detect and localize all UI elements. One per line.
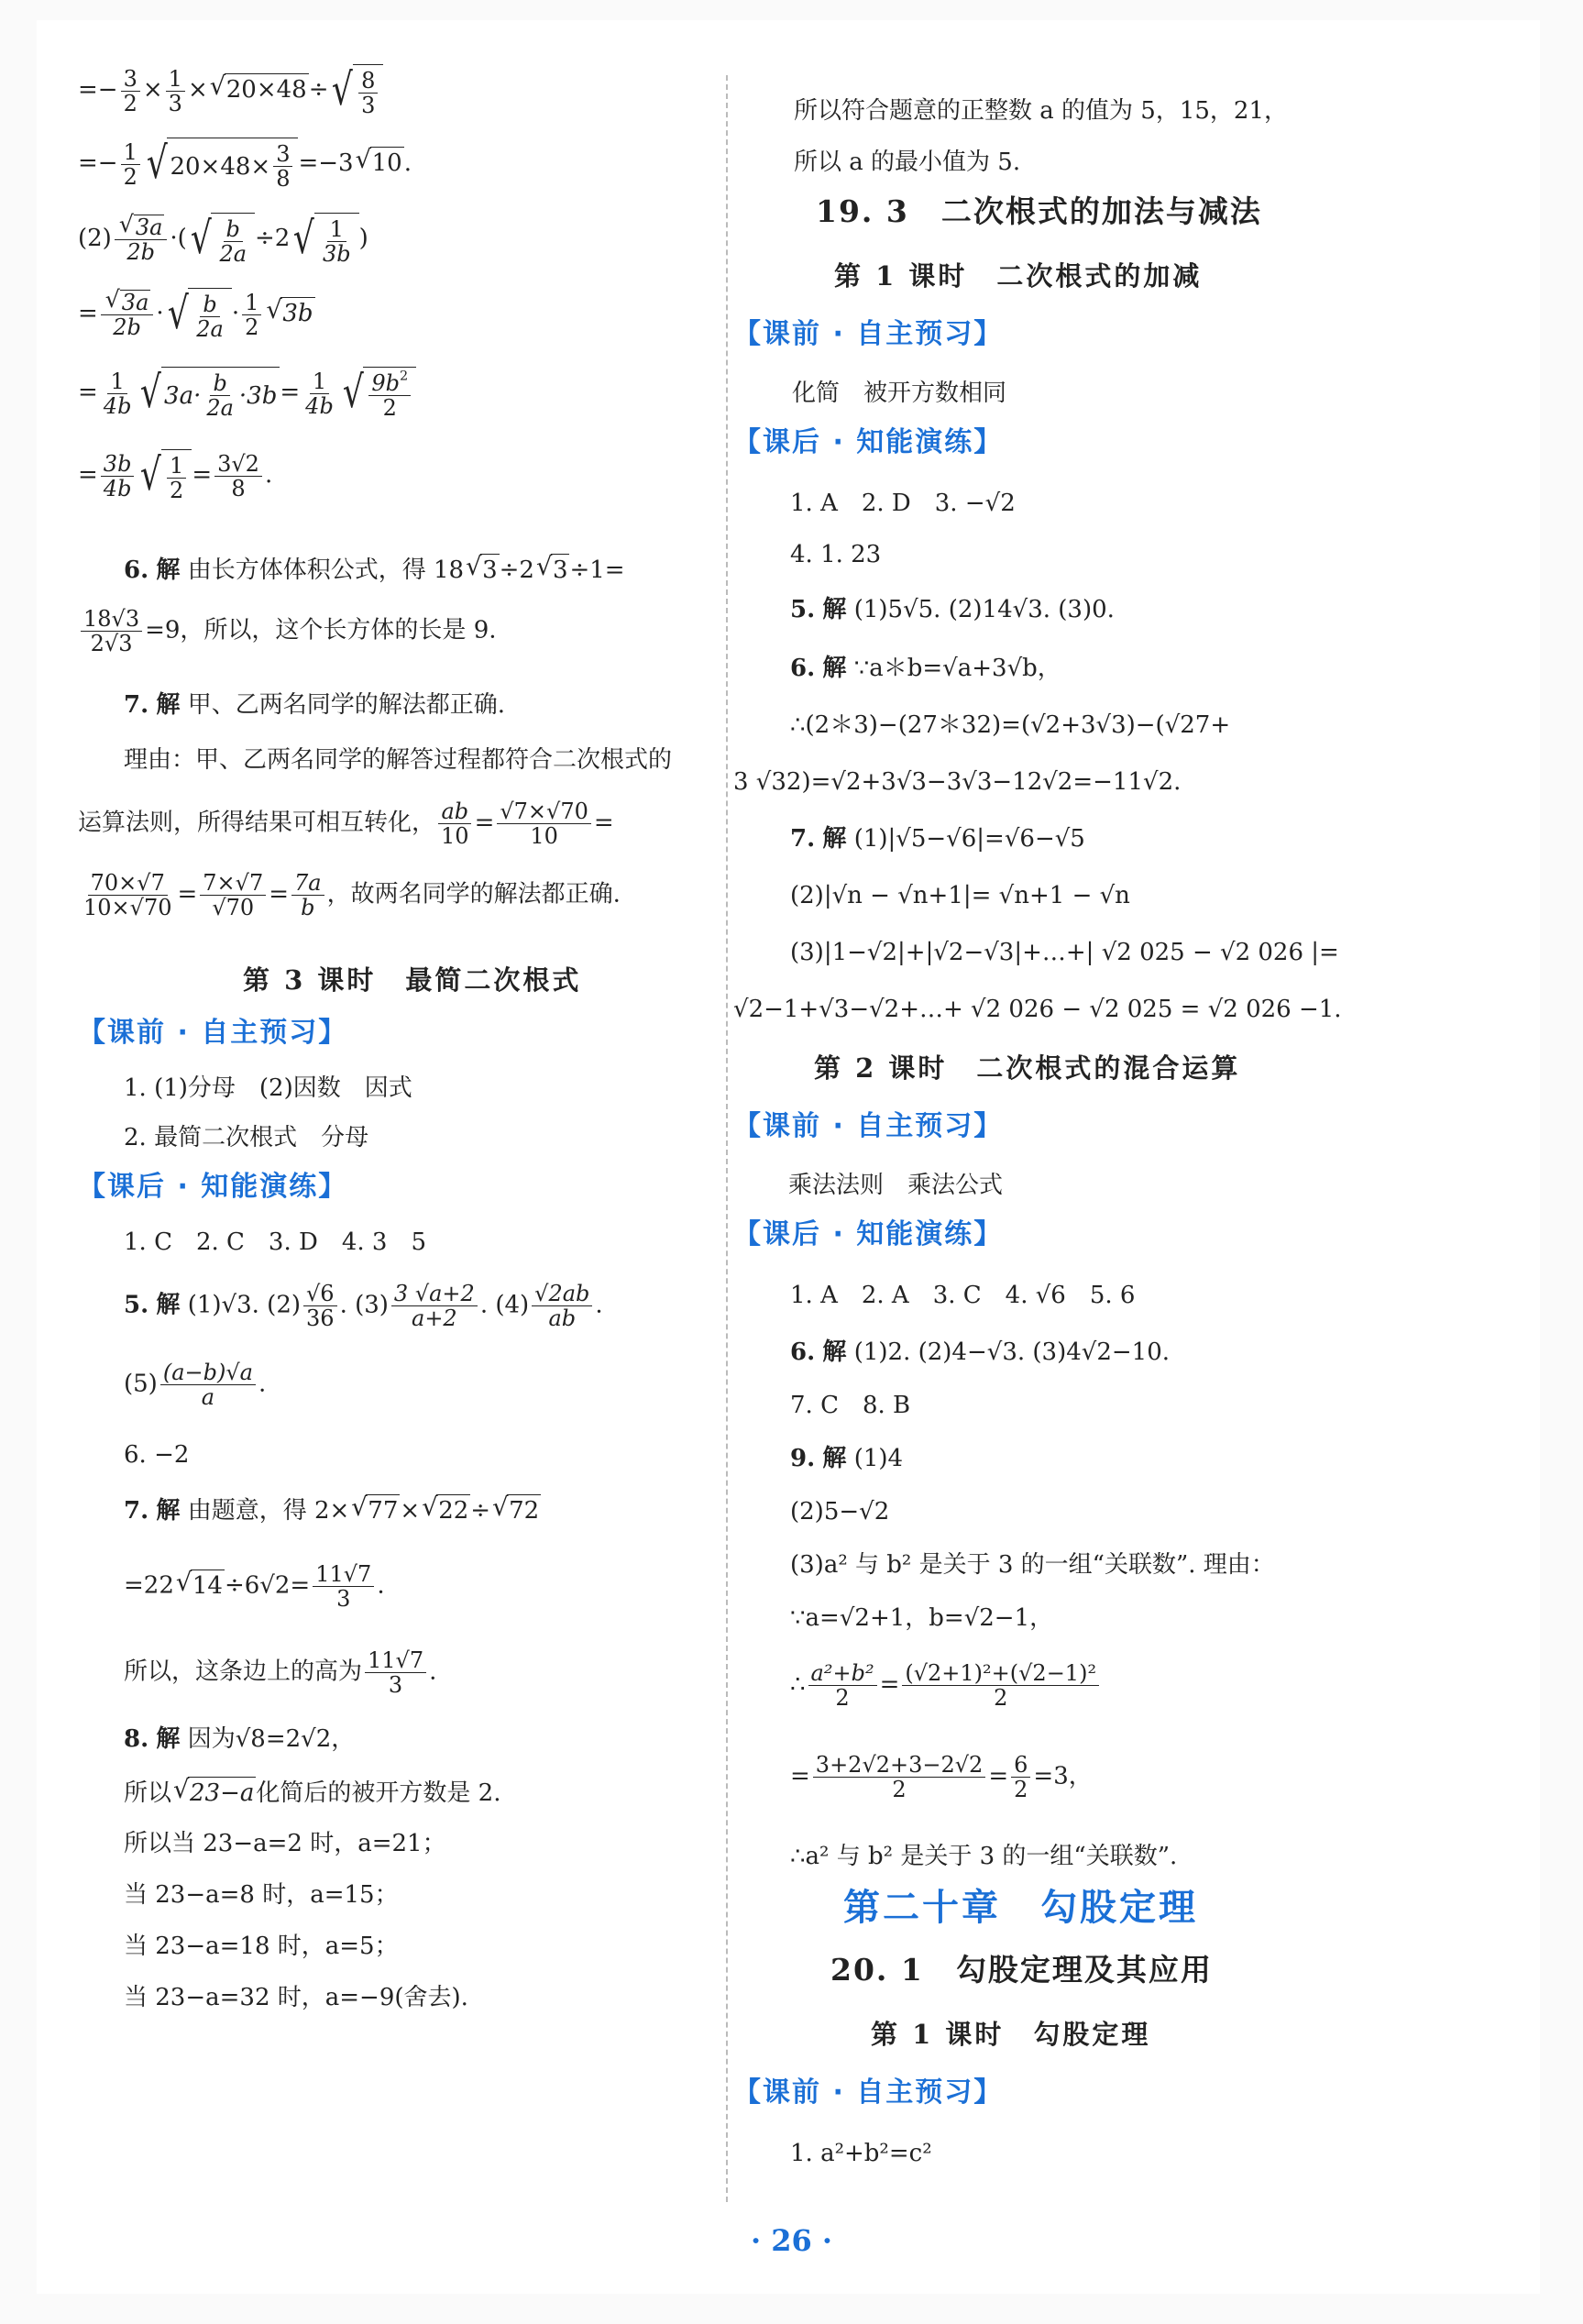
pre-class-answer-1: 1. (1)分母 (2)因数 因式 <box>124 1074 412 1102</box>
after-class-heading: 【课后 · 知能演练】 <box>78 1171 348 1203</box>
answer-8-line5: 当 23−a=18 时，a=5； <box>124 1933 399 1960</box>
r-answer-9-line3: (3)a² 与 b² 是关于 3 的一组“关联数”. 理由： <box>790 1551 1275 1579</box>
r-answer-9-line6: = $\frac{3+2√2+3-2√2}{2}$ = $\frac{6}{2}$ =3， <box>790 1752 1093 1802</box>
answer-8-line4: 当 23−a=8 时，a=15； <box>124 1881 399 1909</box>
r-pre-class-answer-2: 乘法法则 乘法公式 <box>788 1172 1004 1199</box>
lesson-3-title: 第 3 课时 最简二次根式 <box>243 964 582 996</box>
r-answer-9-line4: ∵a=√2+1，b=√2−1， <box>790 1604 1054 1632</box>
r-answer-7-8: 7. C 8. B <box>790 1392 911 1419</box>
answer-8-line3: 所以当 23−a=2 时，a=21； <box>124 1830 446 1857</box>
r-pre-class-heading-3: 【课前 · 自主预习】 <box>733 2076 1004 2109</box>
r-line-2: 所以 a 的最小值为 5. <box>794 149 1021 176</box>
answer-page <box>37 20 1540 2294</box>
answer-6-cont: $\frac{18√3}{2√3}$ =9，所以，这个长方体的长是 9. <box>78 607 497 655</box>
answer-6: 6. 解 由长方体体积公式，得 18√ 3÷2√ 3÷1= <box>124 554 625 586</box>
eq-line-4: = √ $\frac{3a}{2b}$ · √ $\frac{b}{2a}$ · $\frac{1}{2}$ √ 3b <box>78 288 315 341</box>
answer-5-part5: (5) $\frac{(a-b)√a}{a}$ . <box>124 1360 267 1410</box>
r-answer-9-line7: ∴a² 与 b² 是关于 3 的一组“关联数”. <box>790 1843 1178 1870</box>
eq-line-5: = $\frac{1}{4b}$ √ 3a· $\frac{b}{2a}$ ·3b = $\frac{1}{4b}$ √ $\frac{9b^2}{2}$ <box>78 367 416 420</box>
r-pre-class-heading-2: 【课前 · 自主预习】 <box>733 1110 1004 1142</box>
pre-class-heading: 【课前 · 自主预习】 <box>78 1017 348 1049</box>
r-pre-class-answer-3: 1. a²+b²=c² <box>790 2140 932 2167</box>
answer-5: 5. 解 (1)√3. (2) $\frac{√6}{36}$ . (3) $\frac{3 √a+2}{a+2}$ . (4) $\frac{√2ab}{ab}$ . <box>124 1281 603 1331</box>
answer-7: 7. 解 甲、乙两名同学的解法都正确. <box>124 691 505 719</box>
r-answer-6b: 6. 解 (1)2. (2)4−√3. (3)4√2−10. <box>790 1338 1171 1366</box>
r-line-1: 所以符合题意的正整数 a 的值为 5，15，21， <box>794 97 1289 125</box>
r-answer-9: 9. 解 (1)4 <box>790 1445 904 1472</box>
answer-7b: 7. 解 由题意，得 2×√ 77×√ 22÷√ 72 <box>124 1494 541 1526</box>
r-answer-7-line3: (3)|1−√2|+|√2−√3|+…+| √2 025 − √2 026 |= <box>790 939 1339 966</box>
answer-8-line6: 当 23−a=32 时，a=−9(舍去). <box>124 1984 468 2011</box>
r-choice-answers-1: 1. A 2. D 3. −√2 <box>790 490 1016 517</box>
lesson-2-title: 第 2 课时 二次根式的混合运算 <box>814 1052 1241 1084</box>
r-after-class-heading-1: 【课后 · 知能演练】 <box>733 426 1004 458</box>
eq-line-6: = $\frac{3b}{4b}$ √ $\frac{1}{2}$ = $\frac{3√2}{8}$ . <box>78 449 273 503</box>
r-choice-answers-2: 1. A 2. A 3. C 4. √6 5. 6 <box>790 1282 1136 1309</box>
r-answer-7: 7. 解 (1)|√5−√6|=√6−√5 <box>790 825 1085 853</box>
r-answer-9-line2: (2)5−√2 <box>790 1498 890 1525</box>
page-number: · 26 · <box>750 2223 833 2258</box>
r-after-class-heading-2: 【课后 · 知能演练】 <box>733 1218 1004 1250</box>
r-answer-6-line3: 3 √32)=√2+3√3−3√3−12√2=−11√2. <box>733 768 1182 796</box>
answer-7-line3: $\frac{70\times√7}{10\times√70}$ = $\frac{7\times√7}{√70}$ = $\frac{7a}{b}$ ，故两名同学的解法都正确. <box>83 870 621 920</box>
choice-answers: 1. C 2. C 3. D 4. 3 5 <box>124 1228 427 1256</box>
answer-7b-line2: =22√ 14÷6√2= $\frac{11√7}{3}$ . <box>124 1562 385 1611</box>
section-19-3-title: 19. 3 二次根式的加法与减法 <box>816 193 1262 229</box>
r-answer-7-line4: √2−1+√3−√2+…+ √2 026 − √2 025 = √2 026 −1. <box>733 996 1342 1023</box>
answer-8: 8. 解 因为√8=2√2， <box>124 1725 356 1753</box>
lesson-1-title: 第 1 课时 二次根式的加减 <box>834 260 1203 292</box>
chapter-20-title: 第二十章 勾股定理 <box>843 1887 1198 1929</box>
answer-7-reason: 理由：甲、乙两名同学的解答过程都符合二次根式的 <box>124 746 673 774</box>
column-divider <box>726 75 728 2202</box>
r-pre-class-answer-1: 化简 被开方数相同 <box>792 380 1007 407</box>
eq-line-2: =− $\frac{1}{2}$ √ 20×48× $\frac{3}{8}$ =−3√ 10. <box>78 138 412 191</box>
answer-8-line2: 所以√ 23−a化简后的被开方数是 2. <box>124 1777 500 1809</box>
r-answer-9-line5: ∴ $\frac{\text{a²+b²}}{2}$ = $\frac{\text{(√2+1)²+(√2−1)²}}{2}$ <box>790 1661 1102 1710</box>
eq-line-3: (2) √ $\frac{3a}{2b}$ ·( √ $\frac{b}{2a}$ ÷2 √ $\frac{1}{3b}$ ) <box>78 213 368 266</box>
eq-line-1: =− $\frac{3}{2}$ × $\frac{1}{3}$ ×√ 20×48÷ √ $\frac{8}{3}$ <box>78 64 383 117</box>
answer-6b: 6. −2 <box>124 1441 190 1469</box>
answer-7b-line3: 所以，这条边上的高为 $\frac{11√7}{3}$ . <box>124 1647 437 1698</box>
r-answer-4: 4. 1. 23 <box>790 541 882 568</box>
r-answer-6-line2: ∴(2＊3)−(27＊32)=(√2+3√3)−(√27+ <box>790 711 1231 739</box>
answer-7-line2: 运算法则，所得结果可相互转化， $\frac{ab}{10}$ = $\frac{√7\times√70}{10}$ = <box>78 799 614 849</box>
pre-class-answer-2: 2. 最简二次根式 分母 <box>124 1124 369 1151</box>
r-answer-7-line2: (2)|√n − √n+1|= √n+1 − √n <box>790 882 1130 909</box>
r-answer-5: 5. 解 (1)5√5. (2)14√3. (3)0. <box>790 596 1115 623</box>
section-20-1-title: 20. 1 勾股定理及其应用 <box>830 1952 1213 1988</box>
r-pre-class-heading-1: 【课前 · 自主预习】 <box>733 318 1004 350</box>
lesson-3b-title: 第 1 课时 勾股定理 <box>871 2019 1151 2050</box>
r-answer-6: 6. 解 ∵a＊b=√a+3√b， <box>790 655 1061 682</box>
